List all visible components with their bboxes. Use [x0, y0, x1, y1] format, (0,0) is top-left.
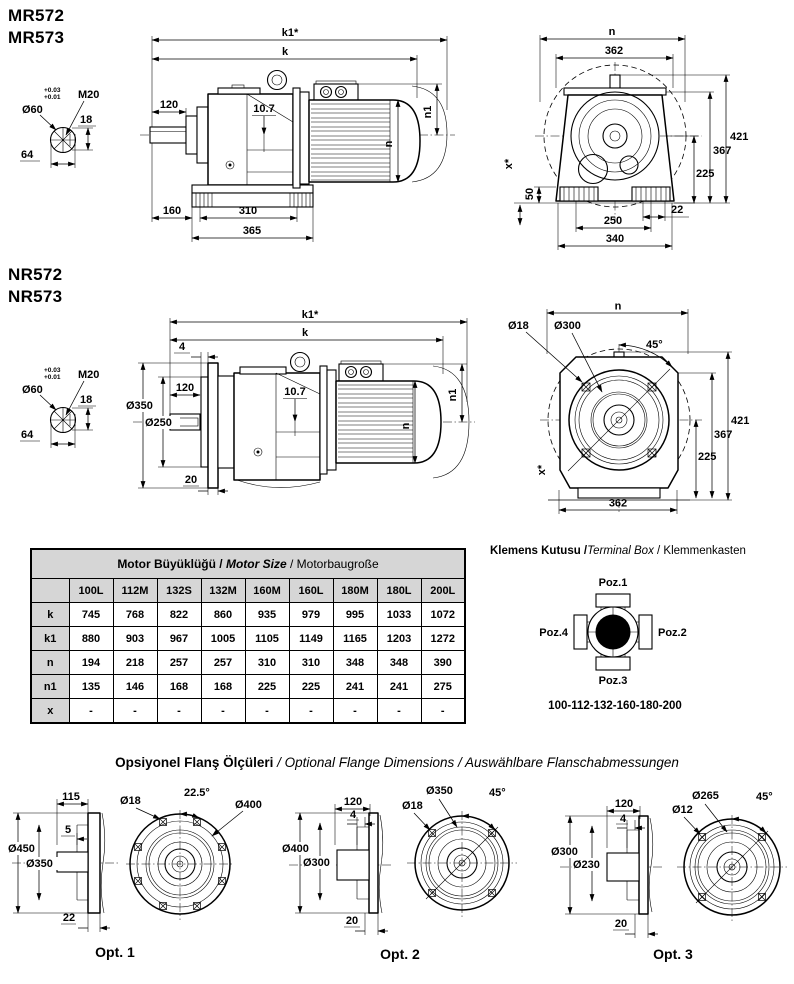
- dim-value: 745: [69, 603, 113, 627]
- col-header: 132S: [157, 579, 201, 603]
- col-header: 200L: [421, 579, 465, 603]
- mr-dim-k: k: [281, 46, 289, 58]
- nr-shaft-tol-top: +0.03: [44, 367, 61, 374]
- table-title-row: [31, 549, 465, 579]
- table-title-en: Motor Size: [225, 557, 287, 571]
- opt1-dim-5: 5: [64, 824, 72, 836]
- mr-gearbox-body: [150, 71, 313, 208]
- mr-front-dim-367: 367: [713, 145, 732, 157]
- nr-dim-dia350: Ø350: [126, 400, 153, 412]
- row-label: n: [31, 651, 69, 675]
- opt1-dim-dia350: Ø350: [26, 858, 53, 870]
- nr-dim-k: k: [301, 327, 309, 339]
- dim-value: 225: [245, 675, 289, 699]
- nr-dim-10-7: 10.7: [284, 386, 306, 398]
- col-header: 112M: [113, 579, 157, 603]
- table-row-n: [31, 651, 465, 675]
- model-title-mr572: MR572: [8, 6, 65, 25]
- nr-motor-body: [320, 361, 469, 478]
- opt1-dim-115: 115: [62, 791, 80, 803]
- terminal-box-diagram: [525, 568, 705, 703]
- mr-front-dim-362: 362: [604, 45, 624, 57]
- dim-value: 168: [157, 675, 201, 699]
- dim-value: 348: [333, 651, 377, 675]
- nr-shaft-thread-label: M20: [78, 369, 100, 381]
- nr-shaft-key-dim: 18: [80, 394, 93, 406]
- opt2-dim-dia18: Ø18: [402, 800, 423, 812]
- opt2-dim-20: 20: [345, 915, 359, 927]
- mr-shaft-len-dim: 64: [21, 149, 34, 161]
- nr-dim-120: 120: [175, 382, 195, 394]
- terminal-box-sizes: 100-112-132-160-180-200: [548, 700, 682, 712]
- dim-value: 979: [289, 603, 333, 627]
- flange-opt3-drawing: [546, 783, 794, 943]
- flange-title-en-de: / Optional Flange Dimensions / Auswählbare Flanschabmessungen: [273, 755, 679, 770]
- mr-side-view-drawing: [140, 22, 475, 257]
- dim-value: 822: [157, 603, 201, 627]
- dim-value: 768: [113, 603, 157, 627]
- dim-value: 257: [157, 651, 201, 675]
- nr-shaft-dia-label: Ø60: [22, 384, 43, 396]
- dim-value: 225: [289, 675, 333, 699]
- mr-front-dim-x: x*: [503, 158, 515, 170]
- mr-front-dim-n: n: [608, 26, 616, 38]
- table-row-n1: [31, 675, 465, 699]
- mr-front-view-drawing: [490, 22, 794, 257]
- table-header-row: [31, 579, 465, 603]
- opt3-dim-dia12: Ø12: [672, 804, 693, 816]
- flange-opt1-drawing: [8, 783, 276, 943]
- dim-value: -: [421, 699, 465, 724]
- mr-dim-k1: k1*: [281, 27, 299, 39]
- dim-value: -: [333, 699, 377, 724]
- nr-dim-20: 20: [184, 474, 198, 486]
- dim-value: 241: [333, 675, 377, 699]
- dim-value: 903: [113, 627, 157, 651]
- corner-cell: [31, 579, 69, 603]
- nr-front-dim-x: x*: [536, 464, 548, 476]
- dim-value: 1105: [245, 627, 289, 651]
- dim-value: 1005: [201, 627, 245, 651]
- opt2-dim-dia400: Ø400: [282, 843, 309, 855]
- mr-dim-365: 365: [242, 225, 262, 237]
- nr-dim-4: 4: [178, 341, 186, 353]
- opt1-dim-angle: 22.5°: [184, 787, 210, 799]
- terminal-title-de: / Klemmenkasten: [653, 545, 746, 557]
- nr-front-dim-367: 367: [714, 429, 733, 441]
- nr-dim-k1: k1*: [301, 309, 319, 321]
- nr-front-housing: [548, 352, 690, 500]
- row-label: n1: [31, 675, 69, 699]
- nr-front-dim-225: 225: [698, 451, 717, 463]
- mr-front-dim-250: 250: [603, 215, 623, 227]
- dim-value: 348: [377, 651, 421, 675]
- motor-size-table: [30, 548, 466, 724]
- nr-flange-and-gearbox: [170, 353, 320, 489]
- col-header: 160L: [289, 579, 333, 603]
- dim-value: 935: [245, 603, 289, 627]
- dim-value: 275: [421, 675, 465, 699]
- nr-dim-n1: n1: [447, 388, 459, 402]
- opt2-label: Opt. 2: [380, 946, 420, 962]
- mr-front-dim-50: 50: [524, 187, 536, 201]
- table-row-k1: [31, 627, 465, 651]
- terminal-poz1-label: Poz.1: [598, 577, 628, 589]
- mr-dim-160: 160: [162, 205, 182, 217]
- col-header: 160M: [245, 579, 289, 603]
- mr-shaft-tol-bot: +0.01: [44, 94, 61, 101]
- dim-value: 194: [69, 651, 113, 675]
- opt3-dim-20: 20: [614, 918, 628, 930]
- mr-shaft-detail-drawing: [18, 82, 148, 187]
- opt2-front-view: [415, 816, 509, 910]
- terminal-title-tr: Klemens Kutusu /: [490, 545, 588, 557]
- dim-value: -: [289, 699, 333, 724]
- nr-dim-n: n: [400, 422, 412, 430]
- dim-value: 135: [69, 675, 113, 699]
- dim-value: -: [157, 699, 201, 724]
- table-title-de: / Motorbaugroße: [286, 557, 379, 571]
- terminal-poz4-label: Poz.4: [539, 627, 568, 639]
- opt1-dim-22: 22: [62, 912, 76, 924]
- terminal-box-title: [490, 545, 746, 557]
- model-title-mr573: MR573: [8, 28, 65, 47]
- dim-value: 390: [421, 651, 465, 675]
- opt2-dim-dia350: Ø350: [426, 785, 453, 797]
- row-label: k: [31, 603, 69, 627]
- opt3-dim-dia300: Ø300: [551, 846, 578, 858]
- flange-section-title: [0, 755, 794, 770]
- terminal-title-en: Terminal Box: [587, 545, 654, 557]
- dim-value: 995: [333, 603, 377, 627]
- dim-value: 1203: [377, 627, 421, 651]
- mr-shaft-geometry: [51, 128, 76, 153]
- mr-shaft-thread-label: M20: [78, 89, 100, 101]
- col-header: 180M: [333, 579, 377, 603]
- mr-front-dim-22: 22: [671, 204, 684, 216]
- nr-front-dim-dia300: Ø300: [554, 320, 581, 332]
- table-title: [31, 549, 465, 579]
- opt3-dim-120: 120: [614, 798, 634, 810]
- mr-dim-310: 310: [238, 205, 258, 217]
- dim-value: 1072: [421, 603, 465, 627]
- dim-value: 310: [245, 651, 289, 675]
- opt1-dim-dia18: Ø18: [120, 795, 141, 807]
- flange-opt2-drawing: [281, 783, 543, 943]
- model-title-nr573: NR573: [8, 287, 63, 306]
- nr-front-dim-dia18: Ø18: [508, 320, 529, 332]
- opt3-side-view: [607, 816, 653, 914]
- dim-value: 257: [201, 651, 245, 675]
- mr-front-housing: [514, 75, 695, 203]
- dim-value: 1165: [333, 627, 377, 651]
- col-header: 180L: [377, 579, 421, 603]
- model-title-nr572: NR572: [8, 265, 63, 284]
- nr-side-view-drawing: [125, 302, 480, 542]
- table-row-k: [31, 603, 465, 627]
- opt2-side-view: [337, 813, 383, 913]
- mr-dim-120: 120: [159, 99, 179, 111]
- opt3-dim-dia265: Ø265: [692, 790, 719, 802]
- opt3-dim-4: 4: [619, 813, 627, 825]
- opt2-front-dims: [402, 785, 506, 830]
- dim-value: -: [69, 699, 113, 724]
- dim-value: -: [377, 699, 421, 724]
- mr-front-dim-225: 225: [696, 168, 715, 180]
- nr-shaft-geometry: [51, 408, 76, 433]
- table-title-tr: Motor Büyüklüğü /: [117, 557, 226, 571]
- terminal-gland-circle: [596, 615, 631, 650]
- mr-front-dim-340: 340: [605, 233, 625, 245]
- dim-value: -: [201, 699, 245, 724]
- mr-dim-10-7: 10.7: [253, 103, 275, 115]
- row-label: k1: [31, 627, 69, 651]
- flange-title-tr: Opsiyonel Flanş Ölçüleri: [115, 755, 274, 770]
- dim-value: 241: [377, 675, 421, 699]
- terminal-poz3-label: Poz.3: [598, 675, 628, 687]
- col-header: 132M: [201, 579, 245, 603]
- mr-shaft-key-dim: 18: [80, 114, 93, 126]
- dim-value: 880: [69, 627, 113, 651]
- table-row-x: [31, 699, 465, 724]
- nr-front-dim-n: n: [614, 300, 622, 313]
- mr-motor-body: [293, 81, 447, 188]
- dim-value: 1033: [377, 603, 421, 627]
- dim-value: 310: [289, 651, 333, 675]
- dim-value: 860: [201, 603, 245, 627]
- nr-front-dim-421: 421: [731, 415, 750, 427]
- col-header: 100L: [69, 579, 113, 603]
- nr-front-dim-45deg: 45°: [646, 339, 663, 351]
- dim-value: -: [245, 699, 289, 724]
- mr-shaft-tol-top: +0.03: [44, 87, 61, 94]
- opt3-front-dims: [672, 790, 773, 834]
- nr-front-view-drawing: [490, 302, 794, 547]
- mr-shaft-dia-label: Ø60: [22, 104, 43, 116]
- opt2-dim-dia300: Ø300: [303, 857, 330, 869]
- dim-value: 967: [157, 627, 201, 651]
- opt1-front-dims: [120, 787, 262, 836]
- terminal-poz2-label: Poz.2: [658, 627, 687, 639]
- row-label: x: [31, 699, 69, 724]
- dim-value: 146: [113, 675, 157, 699]
- opt3-label: Opt. 3: [653, 946, 693, 962]
- nr-shaft-len-dim: 64: [21, 429, 34, 441]
- nr-front-dim-362: 362: [608, 497, 628, 510]
- opt2-dim-120: 120: [343, 796, 363, 808]
- nr-dim-dia250: Ø250: [145, 417, 172, 429]
- opt3-dim-angle: 45°: [756, 791, 773, 803]
- dim-value: 1272: [421, 627, 465, 651]
- dim-value: 1149: [289, 627, 333, 651]
- opt1-dim-dia450: Ø450: [8, 843, 35, 855]
- mr-dim-n: n: [383, 140, 395, 148]
- opt3-dim-dia230: Ø230: [573, 859, 600, 871]
- mr-front-dim-421: 421: [730, 131, 749, 143]
- mr-dim-n1: n1: [422, 105, 434, 119]
- opt2-dim-angle: 45°: [489, 787, 506, 799]
- dim-value: 168: [201, 675, 245, 699]
- nr-shaft-tol-bot: +0.01: [44, 374, 61, 381]
- dim-value: 218: [113, 651, 157, 675]
- opt1-dim-dia400: Ø400: [235, 799, 262, 811]
- opt1-label: Opt. 1: [95, 944, 135, 960]
- dim-value: -: [113, 699, 157, 724]
- opt2-dim-4: 4: [349, 809, 357, 821]
